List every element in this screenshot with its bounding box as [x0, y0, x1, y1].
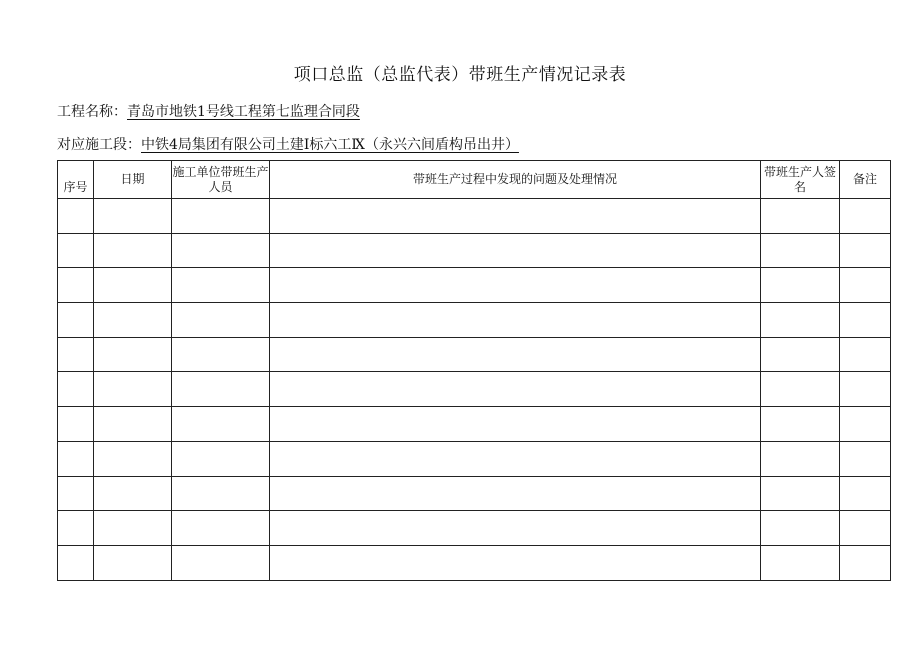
issues-cell[interactable]	[270, 372, 761, 407]
date-cell[interactable]	[94, 511, 172, 546]
unit-staff-cell[interactable]	[172, 372, 270, 407]
date-cell[interactable]	[94, 372, 172, 407]
signature-cell[interactable]	[761, 372, 840, 407]
signature-cell[interactable]	[761, 233, 840, 268]
remarks-cell[interactable]	[840, 545, 891, 580]
construction-section-value: 中铁4局集团有限公司土建Ⅰ标六工Ⅸ（永兴六间盾构吊出井）	[141, 137, 519, 153]
signature-cell[interactable]	[761, 337, 840, 372]
table-row	[58, 372, 891, 407]
index-cell[interactable]	[58, 303, 94, 338]
construction-section-line	[57, 134, 519, 154]
index-cell[interactable]	[58, 337, 94, 372]
table-row	[58, 441, 891, 476]
remarks-cell[interactable]	[840, 476, 891, 511]
table-header-row	[58, 161, 891, 199]
date-cell[interactable]	[94, 268, 172, 303]
issues-cell[interactable]	[270, 545, 761, 580]
table-row	[58, 199, 891, 234]
construction-section-label: 对应施工段：	[57, 137, 141, 153]
issues-cell[interactable]	[270, 511, 761, 546]
unit-staff-cell[interactable]	[172, 441, 270, 476]
remarks-cell[interactable]	[840, 441, 891, 476]
index-cell[interactable]	[58, 233, 94, 268]
header-unit-staff: 施工单位带班生产人员	[172, 161, 270, 199]
remarks-cell[interactable]	[840, 233, 891, 268]
index-cell[interactable]	[58, 511, 94, 546]
unit-staff-cell[interactable]	[172, 233, 270, 268]
unit-staff-cell[interactable]	[172, 337, 270, 372]
date-cell[interactable]	[94, 233, 172, 268]
date-cell[interactable]	[94, 441, 172, 476]
signature-cell[interactable]	[761, 199, 840, 234]
table-row	[58, 476, 891, 511]
table-row	[58, 511, 891, 546]
project-name-value: 青岛市地铁1号线工程第七监理合同段	[127, 104, 360, 120]
table-row	[58, 545, 891, 580]
unit-staff-cell[interactable]	[172, 268, 270, 303]
table-row	[58, 303, 891, 338]
header-date: 日期	[94, 161, 172, 199]
remarks-cell[interactable]	[840, 337, 891, 372]
remarks-cell[interactable]	[840, 407, 891, 442]
date-cell[interactable]	[94, 407, 172, 442]
header-issues: 带班生产过程中发现的问题及处理情况	[270, 161, 761, 199]
issues-cell[interactable]	[270, 476, 761, 511]
signature-cell[interactable]	[761, 303, 840, 338]
unit-staff-cell[interactable]	[172, 199, 270, 234]
index-cell[interactable]	[58, 476, 94, 511]
issues-cell[interactable]	[270, 268, 761, 303]
issues-cell[interactable]	[270, 337, 761, 372]
header-index: 序号	[58, 161, 94, 199]
supervision-log-table	[57, 160, 891, 581]
index-cell[interactable]	[58, 268, 94, 303]
date-cell[interactable]	[94, 337, 172, 372]
project-name-line	[57, 101, 360, 121]
table-row	[58, 233, 891, 268]
issues-cell[interactable]	[270, 303, 761, 338]
date-cell[interactable]	[94, 303, 172, 338]
unit-staff-cell[interactable]	[172, 545, 270, 580]
issues-cell[interactable]	[270, 441, 761, 476]
index-cell[interactable]	[58, 199, 94, 234]
remarks-cell[interactable]	[840, 268, 891, 303]
signature-cell[interactable]	[761, 407, 840, 442]
remarks-cell[interactable]	[840, 511, 891, 546]
remarks-cell[interactable]	[840, 199, 891, 234]
table-row	[58, 268, 891, 303]
header-signature: 带班生产人签名	[761, 161, 840, 199]
index-cell[interactable]	[58, 545, 94, 580]
remarks-cell[interactable]	[840, 303, 891, 338]
table-row	[58, 337, 891, 372]
project-name-label: 工程名称：	[57, 104, 127, 120]
signature-cell[interactable]	[761, 268, 840, 303]
index-cell[interactable]	[58, 441, 94, 476]
issues-cell[interactable]	[270, 199, 761, 234]
issues-cell[interactable]	[270, 233, 761, 268]
date-cell[interactable]	[94, 199, 172, 234]
document-title: 项口总监（总监代表）带班生产情况记录表	[293, 65, 627, 85]
unit-staff-cell[interactable]	[172, 476, 270, 511]
signature-cell[interactable]	[761, 476, 840, 511]
index-cell[interactable]	[58, 372, 94, 407]
issues-cell[interactable]	[270, 407, 761, 442]
signature-cell[interactable]	[761, 511, 840, 546]
unit-staff-cell[interactable]	[172, 511, 270, 546]
header-remarks: 备注	[840, 161, 891, 199]
signature-cell[interactable]	[761, 441, 840, 476]
signature-cell[interactable]	[761, 545, 840, 580]
date-cell[interactable]	[94, 476, 172, 511]
unit-staff-cell[interactable]	[172, 303, 270, 338]
table-row	[58, 407, 891, 442]
unit-staff-cell[interactable]	[172, 407, 270, 442]
date-cell[interactable]	[94, 545, 172, 580]
remarks-cell[interactable]	[840, 372, 891, 407]
index-cell[interactable]	[58, 407, 94, 442]
